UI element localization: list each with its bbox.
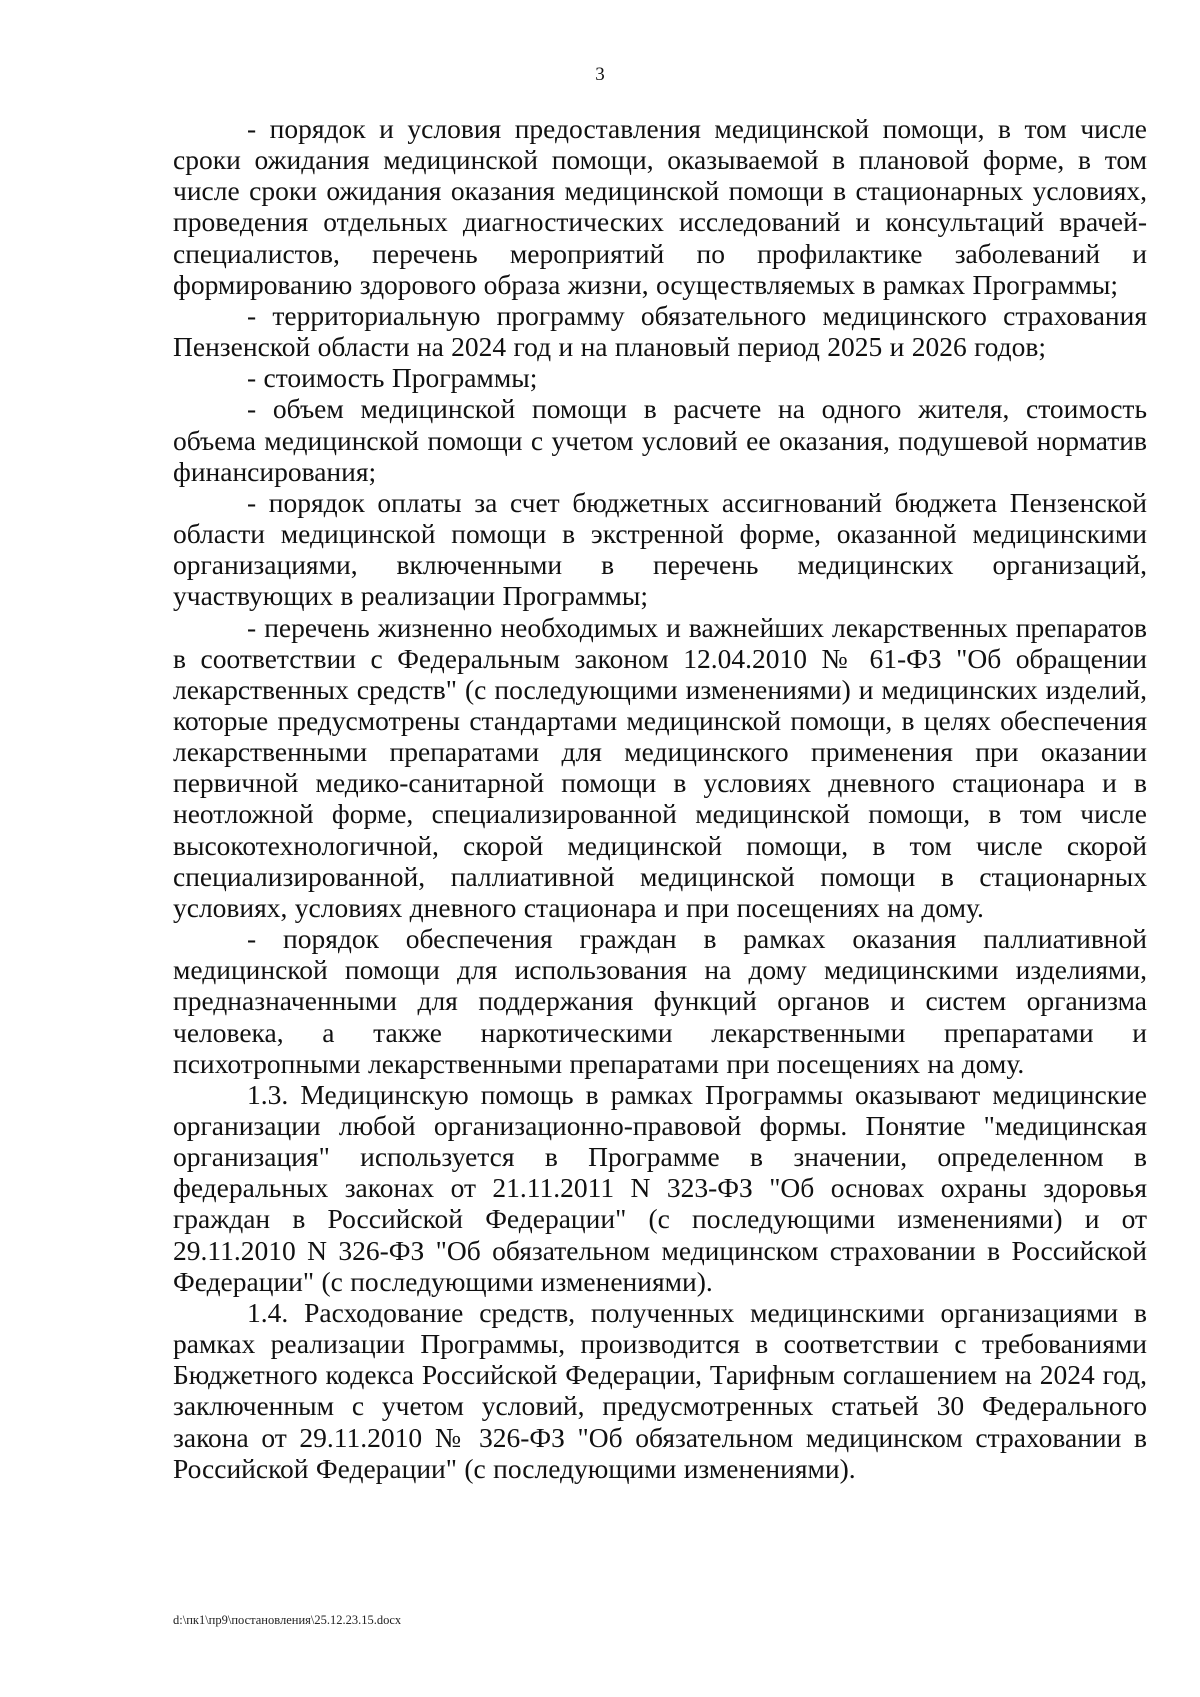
paragraph-section-1-3: 1.3. Медицинскую помощь в рамках Программы оказывают медицинские организации любой организационно-правовой формы. Понятие "медицинская организация" используется в Программе в значении, определенном в федеральных законах от 21.11.2011 N 323-ФЗ "Об основах охраны здоровья граждан в Российской Федерации" (с последующими изменениями) и от 29.11.2010 N 326-ФЗ "Об обязательном медицинском страховании в Российской Федерации" (с последующими изменениями). <box>173 1078 1147 1297</box>
paragraph-palliative-provision: - порядок обеспечения граждан в рамках оказания паллиативной медицинской помощи для использования на дому медицинскими изделиями, предназначенными для поддержания функций органов и систем организма человека, а также наркотическими лекарственными препаратами и психотропными лекарственными препаратами при посещениях на дому. <box>173 923 1147 1079</box>
paragraph-essential-drugs-list: - перечень жизненно необходимых и важнейших лекарственных препаратов в соответствии с Федеральным законом 12.04.2010 № 61-ФЗ "Об обращении лекарственных средств" (с последующими изменениями) и медицинских изделий, которые предусмотрены стандартами медицинской помощи, в целях обеспечения лекарственными препаратами для медицинского применения при оказании первичной медико-санитарной помощи в условиях дневного стационара и в неотложной форме, специализированной медицинской помощи, в том числе высокотехнологичной, скорой медицинской помощи, в том числе скорой специализированной, паллиативной медицинской помощи в стационарных условиях, условиях дневного стационара и при посещениях на дому. <box>173 611 1147 923</box>
paragraph-section-1-4: 1.4. Расходование средств, полученных медицинскими организациями в рамках реализации Программы, производится в соответствии с требованиями Бюджетного кодекса Российской Федерации, Тарифным соглашением на 2024 год, заключенным с учетом условий, предусмотренных статьей 30 Федерального закона от 29.11.2010 № 326-ФЗ "Об обязательном медицинском страховании в Российской Федерации" (с последующими изменениями). <box>173 1296 1147 1484</box>
paragraph-care-volume: - объем медицинской помощи в расчете на одного жителя, стоимость объема медицинской помощи с учетом условий ее оказания, подушевой норматив финансирования; <box>173 393 1147 487</box>
paragraph-program-cost: - стоимость Программы; <box>247 362 538 394</box>
footer-file-path: d:\пк1\пр9\постановления\25.12.23.15.docx <box>173 1613 402 1627</box>
paragraph-territorial-oms-program: - территориальную программу обязательного медицинского страхования Пензенской области на 2024 год и на плановый период 2025 и 2026 годов; <box>173 299 1147 363</box>
paragraph-emergency-payment: - порядок оплаты за счет бюджетных ассигнований бюджета Пензенской области медицинской помощи в экстренной форме, оказанной медицинскими организациями, включенными в перечень медицинских организаций, участвующих в реализации Программы; <box>173 486 1147 612</box>
document-body <box>173 113 1147 1484</box>
paragraph-program-procedures: - порядок и условия предоставления медицинской помощи, в том числе сроки ожидания медицинской помощи, оказываемой в плановой форме, в том числе сроки ожидания оказания медицинской помощи в стационарных условиях, проведения отдельных диагностических исследований и консультаций врачей-специалистов, перечень мероприятий по профилактике заболеваний и формированию здорового образа жизни, осуществляемых в рамках Программы; <box>173 113 1147 300</box>
page-number: 3 <box>595 64 605 85</box>
